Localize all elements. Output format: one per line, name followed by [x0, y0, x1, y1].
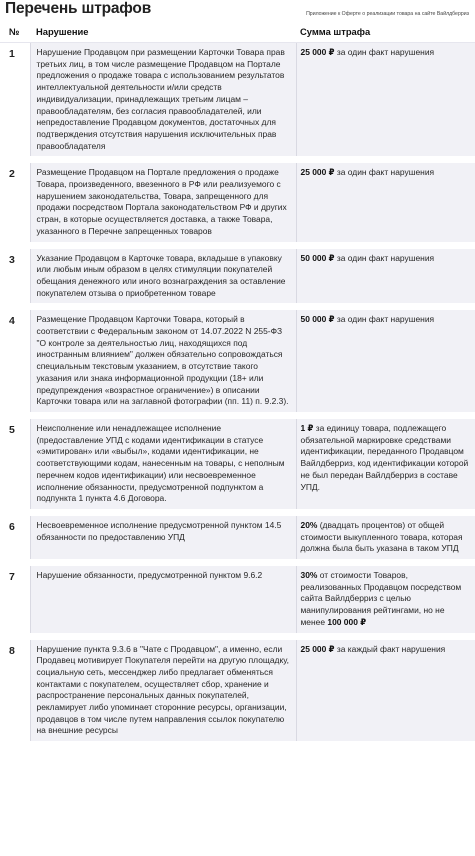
row-number: 6 — [0, 512, 30, 562]
fine-minimum-amount: 100 000 ₽ — [327, 616, 367, 627]
fine-description: за единицу товара, подлежащего обязательной маркировке средствами идентификации, переданного Продавцом Вайлдберриз, код идентификации которой не был передан Вайлдберриз в составе УПД. — [300, 422, 469, 492]
fine-description: от стоимости Товаров, реализованных Продавцом посредством сайта Вайлдберриз с целью манипулирования рейтингами, но не менее — [300, 570, 462, 627]
fine-amount: 25 000 ₽ — [300, 47, 335, 57]
fine-amount: 25 000 ₽ — [300, 167, 335, 178]
fine-description: за каждый факт нарушения — [334, 643, 446, 654]
column-header-fine: Сумма штрафа — [296, 23, 475, 43]
fine-description: за один факт нарушения — [334, 252, 435, 263]
row-number: 5 — [0, 415, 30, 512]
table-row — [0, 415, 475, 512]
violation-cell: Размещение Продавцом на Портале предложения о продаже Товара, произведенного, ввезенного в РФ или реализуемого с нарушением законодательства, Товара, запрещенного для продажи посредством Портала законодательством РФ и других стран, в которые осуществляется доставка, а также Товара, указанного в Перечне запрещенных товаров — [30, 160, 296, 245]
fine-amount: 50 000 ₽ — [300, 314, 335, 325]
violation-cell: Несвоевременное исполнение предусмотренной пунктом 14.5 обязанности по предоставлению УПД — [30, 512, 296, 562]
row-number: 7 — [0, 563, 30, 637]
violation-cell: Нарушение обязанности, предусмотренной пунктом 9.6.2 — [30, 563, 296, 637]
row-number: 3 — [0, 245, 30, 307]
table-row — [0, 563, 475, 637]
row-number: 8 — [0, 636, 30, 745]
fine-description: (двадцать процентов) от общей стоимости выкупленного товара, которая должна была быть указана в таком УПД — [300, 519, 463, 554]
page-subtitle: Приложение к Оферте о реализации товара на сайте Вайлдберриз — [306, 11, 469, 17]
table-row — [0, 307, 475, 416]
fine-description: за один факт нарушения — [334, 167, 435, 178]
fine-cell — [296, 512, 475, 562]
table-header-row — [0, 23, 475, 43]
violation-cell: Указание Продавцом в Карточке товара, вкладыше в упаковку или любым иным образом в целях стимуляции покупателей обещания денежного или иного вознаграждения за оставление покупателем отзыва о приобретенном товаре — [30, 245, 296, 307]
violation-cell: Нарушение пункта 9.3.6 в "Чате с Продавцом", а именно, если Продавец мотивирует Покупателя перейти на другую площадку, социальную сеть, мессенджер либо предлагает обменяться контактами с покупателем, осуществляет сбор, хранение и распространение персональных данных покупателей, рекламирует либо упоминает сторонние ресурсы, организации, продавцов в том числе путем направления ссылок покупателю на внешние ресурсы — [30, 636, 296, 745]
fine-amount: 1 ₽ — [300, 422, 314, 433]
fine-amount: 30% — [300, 570, 318, 581]
table-row — [0, 160, 475, 245]
fine-description: за один факт нарушения — [334, 314, 435, 325]
fines-table — [0, 23, 475, 748]
fine-amount: 20% — [300, 519, 318, 530]
fine-amount: 50 000 ₽ — [300, 252, 335, 263]
fine-description: за один факт нарушения — [334, 47, 435, 57]
fine-cell — [296, 43, 475, 160]
fine-cell — [296, 563, 475, 637]
fine-cell — [296, 415, 475, 512]
table-row — [0, 245, 475, 307]
table-row — [0, 512, 475, 562]
table-row — [0, 636, 475, 745]
column-header-violation: Нарушение — [30, 23, 296, 43]
fine-cell — [296, 636, 475, 745]
violation-cell: Размещение Продавцом Карточки Товара, который в соответствии с Федеральным законом от 14.07.2022 N 255-ФЗ "О контроле за деятельностью лиц, находящихся под иностранным влиянием" должен обязательно сопровождаться специальным текстовым указанием, в отсутствие такого указания или знака информационной продукции (18+ или предупреждения «возрастное ограничение») в описании Карточки товара или на заглавной фотографии (пп. 11) п. 9.2.3). — [30, 307, 296, 416]
fine-amount: 25 000 ₽ — [300, 643, 335, 654]
column-header-number: № — [0, 23, 30, 43]
fine-cell — [296, 307, 475, 416]
fine-cell — [296, 245, 475, 307]
fine-cell — [296, 160, 475, 245]
row-number: 2 — [0, 160, 30, 245]
row-number: 1 — [0, 43, 30, 160]
header — [0, 0, 475, 22]
table-row — [0, 43, 475, 160]
row-number: 4 — [0, 307, 30, 416]
violation-cell: Неисполнение или ненадлежащее исполнение (предоставление УПД с кодами идентификации в статусе «эмитирован» или «выбыл», кодами идентификации, не соответствующими кодам, нанесенным на товары, с неполным перечнем кодов идентификации) или несвоевременное исполнение обязанности, предусмотренной подпунктом а подпункта 1 пункта 4.6 Договора. — [30, 415, 296, 512]
violation-cell: Нарушение Продавцом при размещении Карточки Товара прав третьих лиц, в том числе размещение Продавцом на Портале предложения о продаже товара с использованием результатов интеллектуальной деятельности и/или средств индивидуализации, принадлежащих третьим лицам – правообладателям, без согласия правообладателей, или непредоставление Продавцом документов, достаточных для подтверждения отсутствия нарушения исключительных прав правообладателя — [30, 43, 296, 160]
page-title: Перечень штрафов — [5, 0, 152, 17]
